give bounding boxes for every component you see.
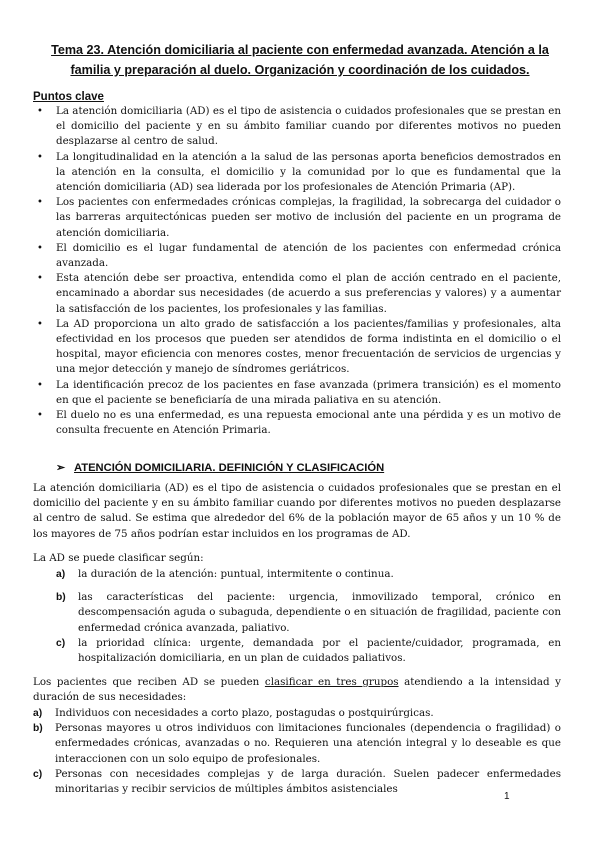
key-point-item bbox=[33, 408, 561, 438]
item-letter: c) bbox=[56, 637, 66, 649]
classify-item bbox=[56, 590, 561, 636]
group-item bbox=[33, 706, 561, 721]
key-point-text: La longitudinalidad en la atención a la salud de las personas aporta beneficios demostrados en la atención en la consulta, el domicilio y la comunidad por lo que es fundamental que la atención domiciliaria (AD) sea liderada por los profesionales de Atención Primaria (AP). bbox=[56, 150, 561, 194]
item-letter: c) bbox=[33, 768, 43, 780]
key-point-item bbox=[33, 150, 561, 196]
key-point-item bbox=[33, 271, 561, 317]
classify-item-text: las características del paciente: urgencia, inmovilizado temporal, crónico en descompensación aguda o subaguda, dependiente o en situación de fragilidad, paciente con enfermedad crónica avanzada, paliativo. bbox=[78, 591, 561, 634]
key-point-text: La AD proporciona un alto grado de satisfacción a los pacientes/familias y profesionales, alta efectividad en los procesos que pueden ser atendidos de forma indistinta en el domicilio o el hospital, mayor eficiencia con menores costes, menor frecuentación de servicios de urgencias y una mejor detección y manejo de síndromes geriátricos. bbox=[56, 317, 561, 376]
classify-item-text: la prioridad clínica: urgente, demandada por el paciente/cuidador, programada, en hospitalización domiciliaria, en un plan de cuidados paliativos. bbox=[78, 636, 561, 665]
key-point-item bbox=[33, 195, 561, 241]
key-point-text: Los pacientes con enfermedades crónicas complejas, la fragilidad, la sobrecarga del cuidador o las barreras arquitectónicas pueden ser motivo de inclusión del paciente en un programa de atención domiciliaria. bbox=[56, 196, 561, 239]
key-points-list bbox=[33, 104, 561, 438]
bullet-icon: • bbox=[37, 318, 43, 330]
item-letter: b) bbox=[56, 592, 66, 604]
page-number: 1 bbox=[504, 791, 510, 802]
classify-lead: La AD se puede clasificar según: bbox=[33, 552, 204, 564]
bullet-icon: • bbox=[37, 151, 43, 163]
bullet-icon: • bbox=[37, 242, 43, 254]
section-heading bbox=[56, 461, 384, 474]
bullet-icon: • bbox=[37, 410, 43, 422]
bullet-icon: • bbox=[37, 273, 43, 285]
key-point-text: Esta atención debe ser proactiva, entendida como el plan de acción centrado en el paciente, encaminado a abordar sus necesidades (de acuerdo a sus preferencias y valores) y a aumentar la satisfacción de los pacientes, los profesionales y las familias. bbox=[56, 272, 561, 315]
key-point-text: La atención domiciliaria (AD) es el tipo de asistencia o cuidados profesionales que se prestan en el domicilio del paciente y en su ámbito familiar cuando por diferentes motivos no pueden desplazarse al centro de salud. bbox=[56, 105, 561, 148]
bullet-icon: • bbox=[37, 197, 43, 209]
group-item bbox=[33, 767, 561, 797]
arrow-bullet-icon: ➢ bbox=[56, 462, 66, 474]
group-item-text: Personas mayores u otros individuos con limitaciones funcionales (dependencia o fragilidad) o enfermedades crónicas, avanzadas o no. Requieren una atención integral y lo deseable es que interaccionen con un solo equipo de profesionales. bbox=[55, 722, 561, 765]
groups-lead-pre: Los pacientes que reciben AD se pueden bbox=[33, 676, 265, 688]
key-point-item bbox=[33, 104, 561, 150]
bullet-icon: • bbox=[37, 106, 43, 117]
groups-list bbox=[33, 706, 561, 797]
key-point-text: El duelo no es una enfermedad, es una repuesta emocional ante una pérdida y es un motivo de consulta frecuente en Atención Primaria. bbox=[56, 409, 561, 437]
key-point-text: El domicilio es el lugar fundamental de atención de los pacientes con enfermedad crónica avanzada. bbox=[56, 241, 561, 270]
groups-lead bbox=[33, 675, 561, 705]
group-item bbox=[33, 721, 561, 767]
bullet-icon: • bbox=[37, 379, 43, 391]
classify-item-text: la duración de la atención: puntual, intermitente o continua. bbox=[78, 568, 394, 580]
document-title: Tema 23. Atención domiciliaria al paciente con enfermedad avanzada. Atención a la familia y preparación al duelo. Organización y coordinación de los cuidados. bbox=[51, 43, 549, 77]
key-point-text: La identificación precoz de los pacientes en fase avanzada (primera transición) es el momento en que el paciente se beneficiaría de una mirada paliativa en su atención. bbox=[56, 378, 561, 406]
classify-list bbox=[56, 567, 561, 666]
key-point-item bbox=[33, 241, 561, 271]
section-intro: La atención domiciliaria (AD) es el tipo de asistencia o cuidados profesionales que se prestan en el domicilio del paciente y en su ámbito familiar cuando por diferentes motivos no pueden desplazarse al centro de salud. Se estima que alrededor del 6% de la población mayor de 65 años y un 10 % de los mayores de 75 años podrían estar incluidos en los programas de AD. bbox=[33, 482, 561, 540]
item-letter: b) bbox=[33, 723, 43, 735]
key-point-item bbox=[33, 317, 561, 378]
item-letter: a) bbox=[56, 569, 66, 580]
classify-item bbox=[56, 636, 561, 666]
key-points-label: Puntos clave bbox=[33, 91, 104, 103]
section-heading-text: ATENCIÓN DOMICILIARIA. DEFINICIÓN Y CLASIFICACIÓN bbox=[74, 462, 385, 474]
group-item-text: Individuos con necesidades a corto plazo, postagudas o postquirúrgicas. bbox=[55, 707, 434, 719]
item-letter: a) bbox=[33, 708, 43, 719]
group-item-text: Personas con necesidades complejas y de larga duración. Suelen padecer enfermedades minoritarias y recibir servicios de múltiples ámbitos asistenciales bbox=[55, 767, 561, 796]
classify-item bbox=[56, 567, 561, 582]
key-point-item bbox=[33, 378, 561, 408]
groups-lead-underlined: clasificar en tres grupos bbox=[264, 676, 399, 688]
groups-lead-post: atendiendo a la intensidad y duración de sus necesidades: bbox=[33, 676, 561, 704]
